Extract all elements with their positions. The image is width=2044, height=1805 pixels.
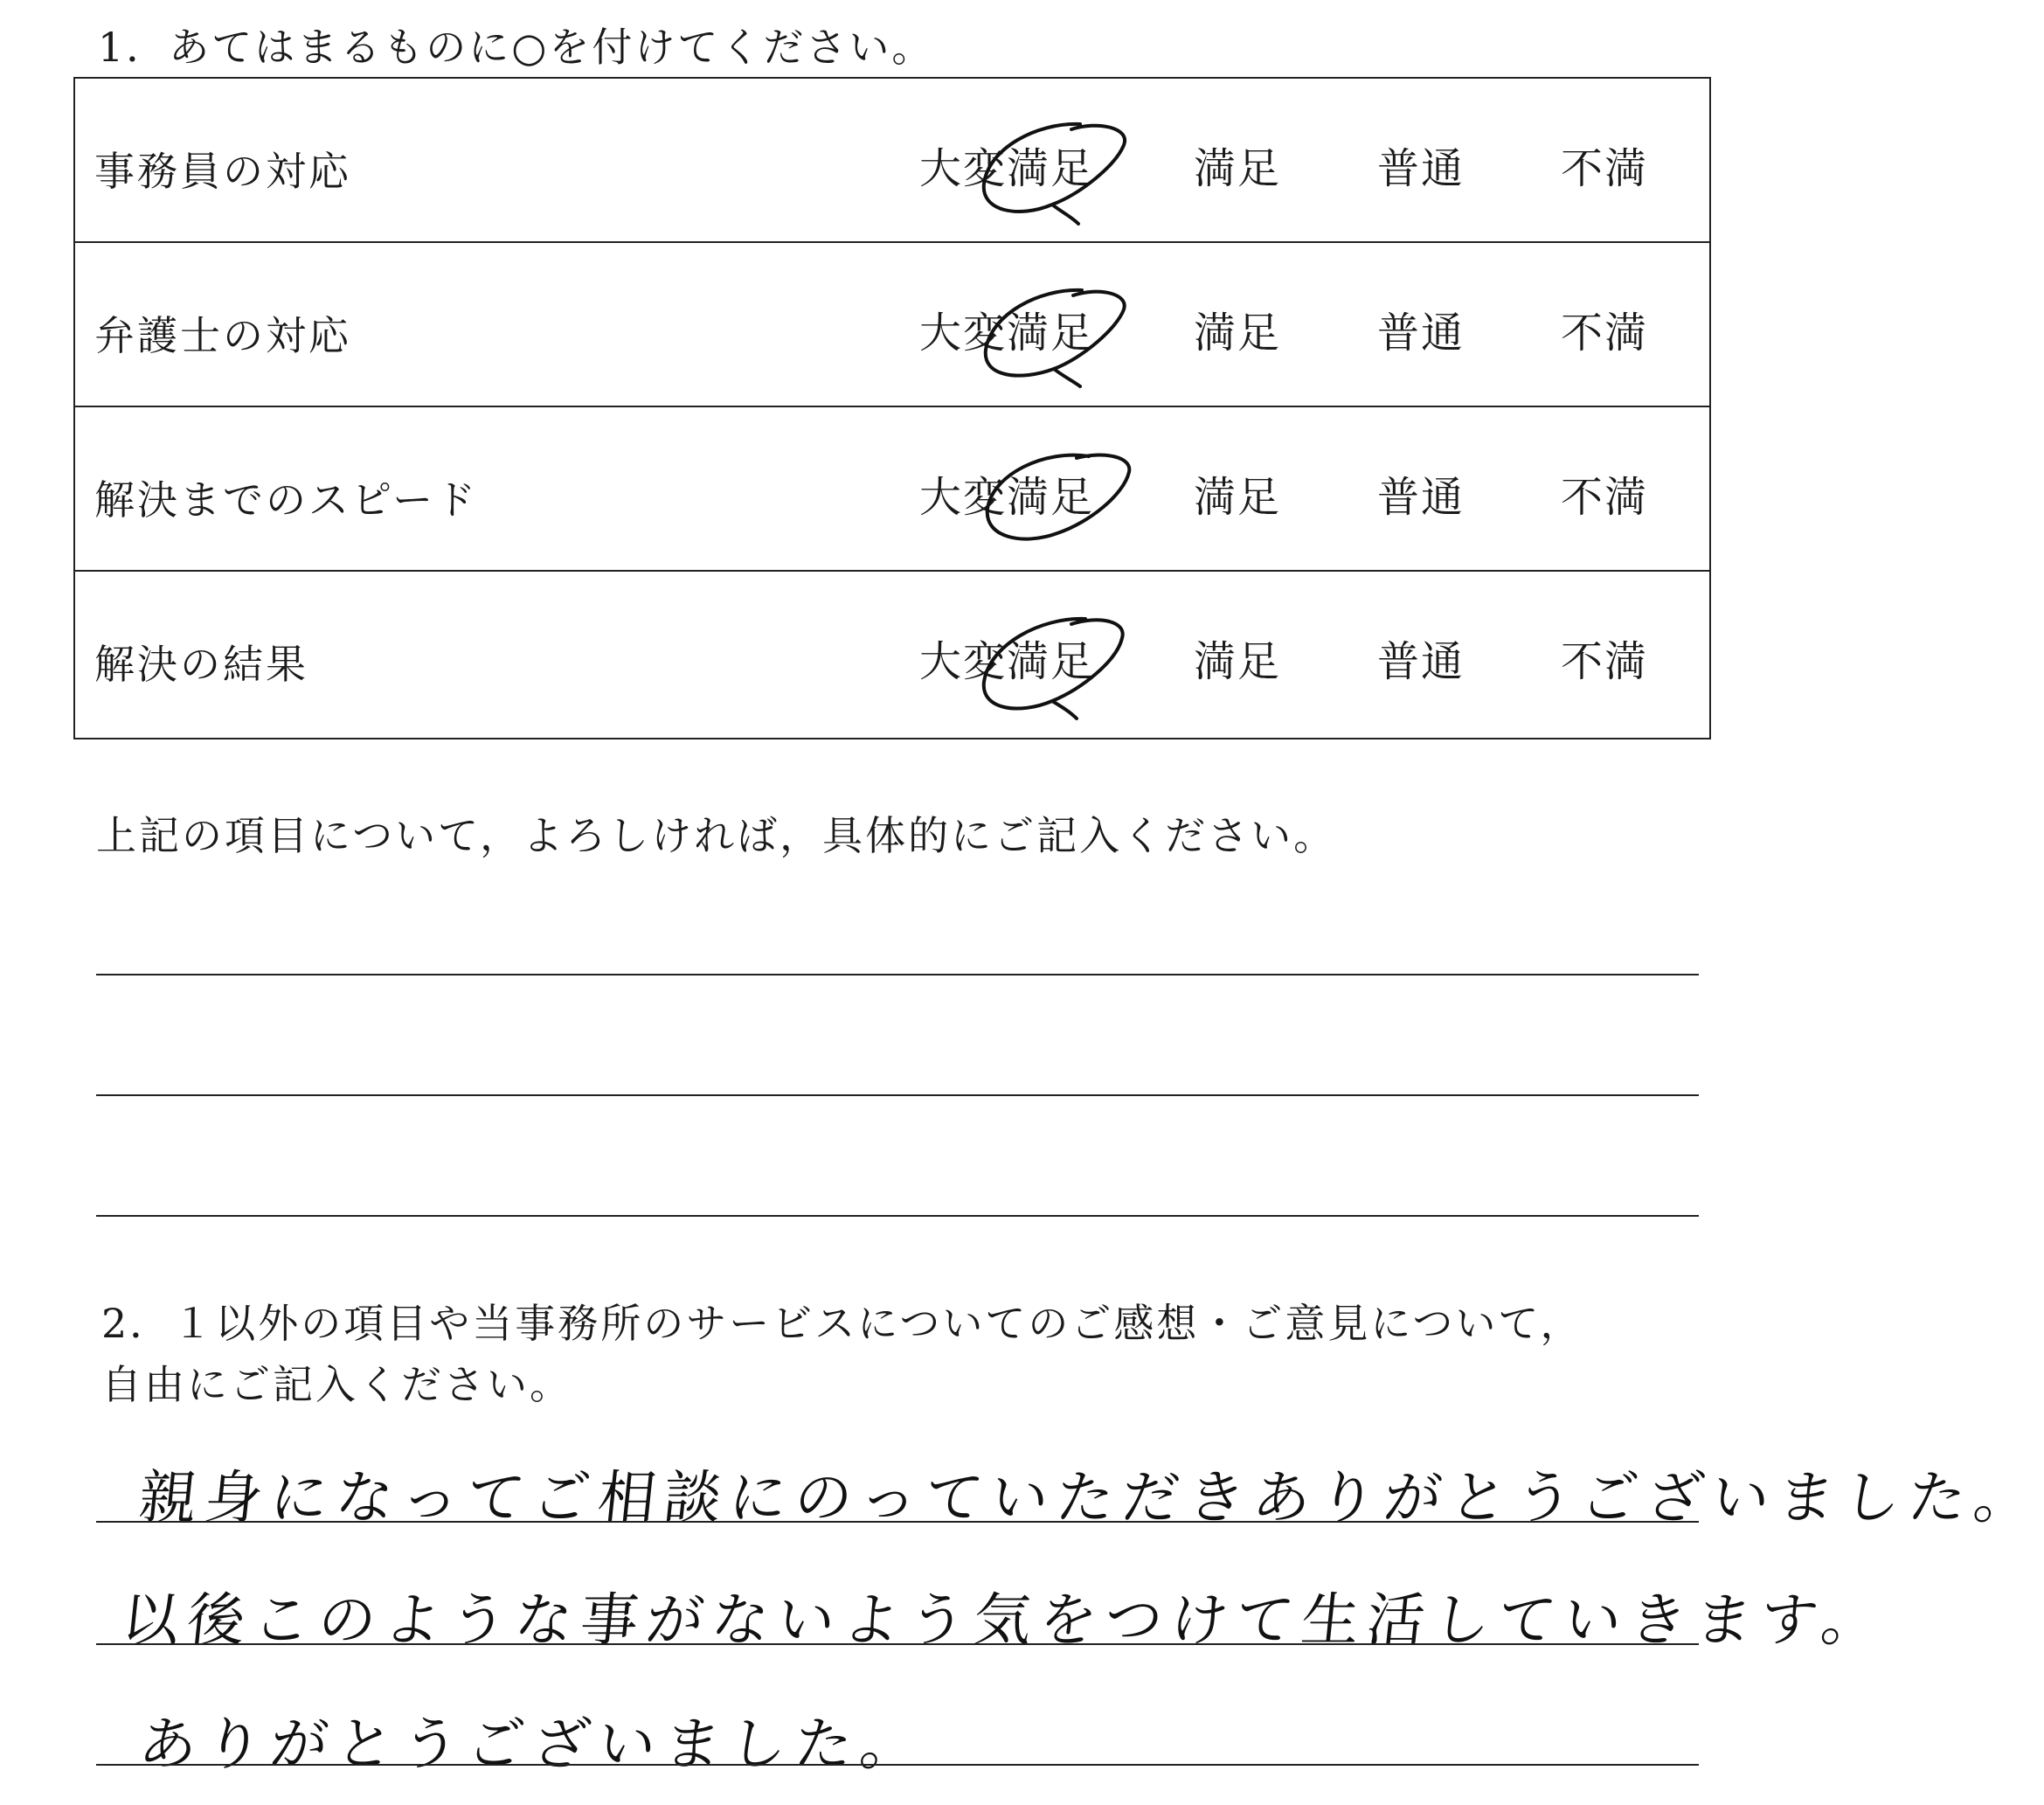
writing-line[interactable] <box>96 1094 1699 1096</box>
handdrawn-circle-icon <box>949 278 1176 400</box>
handdrawn-circle-icon <box>949 442 1176 565</box>
row-label-speed: 解決までのスピード <box>94 476 479 524</box>
satisfaction-table <box>73 77 1711 739</box>
table-row <box>75 79 1709 243</box>
option-very-satisfied[interactable]: 大変満足 <box>919 473 1095 522</box>
table-row <box>75 572 1709 736</box>
option-very-satisfied[interactable]: 大変満足 <box>919 144 1095 193</box>
option-satisfied[interactable]: 満足 <box>1194 473 1282 522</box>
table-row <box>75 243 1709 407</box>
option-dissatisfied[interactable]: 不満 <box>1561 473 1649 522</box>
details-prompt: 上記の項目について，よろしければ，具体的にご記入ください。 <box>96 812 1337 859</box>
option-very-satisfied[interactable]: 大変満足 <box>919 637 1095 686</box>
table-row <box>75 407 1709 572</box>
question-2-heading-line-2: 自由にご記入ください。 <box>101 1361 572 1408</box>
writing-line[interactable] <box>96 1521 1699 1523</box>
option-satisfied[interactable]: 満足 <box>1194 637 1282 686</box>
handdrawn-circle-icon <box>949 114 1176 236</box>
handwritten-answer-line-1: 親身になってご相談にのっていただきありがとうございました。 <box>135 1464 2043 1531</box>
writing-line[interactable] <box>96 1215 1699 1217</box>
writing-line[interactable] <box>96 1764 1699 1766</box>
option-average[interactable]: 普通 <box>1377 473 1465 522</box>
option-average[interactable]: 普通 <box>1377 637 1465 686</box>
row-label-lawyer: 弁護士の対応 <box>94 312 351 359</box>
option-dissatisfied[interactable]: 不満 <box>1561 309 1649 358</box>
option-very-satisfied[interactable]: 大変満足 <box>919 309 1095 358</box>
row-label-staff: 事務員の対応 <box>94 148 351 195</box>
option-average[interactable]: 普通 <box>1377 309 1465 358</box>
option-satisfied[interactable]: 満足 <box>1194 309 1282 358</box>
handwritten-answer-line-2: 以後このような事がないよう気をつけて生活していきます。 <box>118 1586 1891 1654</box>
handwritten-answer-line-3: ありがとうございました。 <box>135 1711 930 1778</box>
option-dissatisfied[interactable]: 不満 <box>1561 144 1649 193</box>
writing-line[interactable] <box>96 974 1699 975</box>
writing-line[interactable] <box>96 1643 1699 1645</box>
option-dissatisfied[interactable]: 不満 <box>1561 637 1649 686</box>
option-satisfied[interactable]: 満足 <box>1194 144 1282 193</box>
question-2-heading-line-1: 2．１以外の項目や当事務所のサービスについてのご感想・ご意見について， <box>101 1300 1583 1347</box>
question-1-heading: 1．あてはまるものに○を付けてください。 <box>98 24 935 71</box>
option-average[interactable]: 普通 <box>1377 144 1465 193</box>
handdrawn-circle-icon <box>949 607 1176 729</box>
row-label-result: 解決の結果 <box>94 641 308 688</box>
